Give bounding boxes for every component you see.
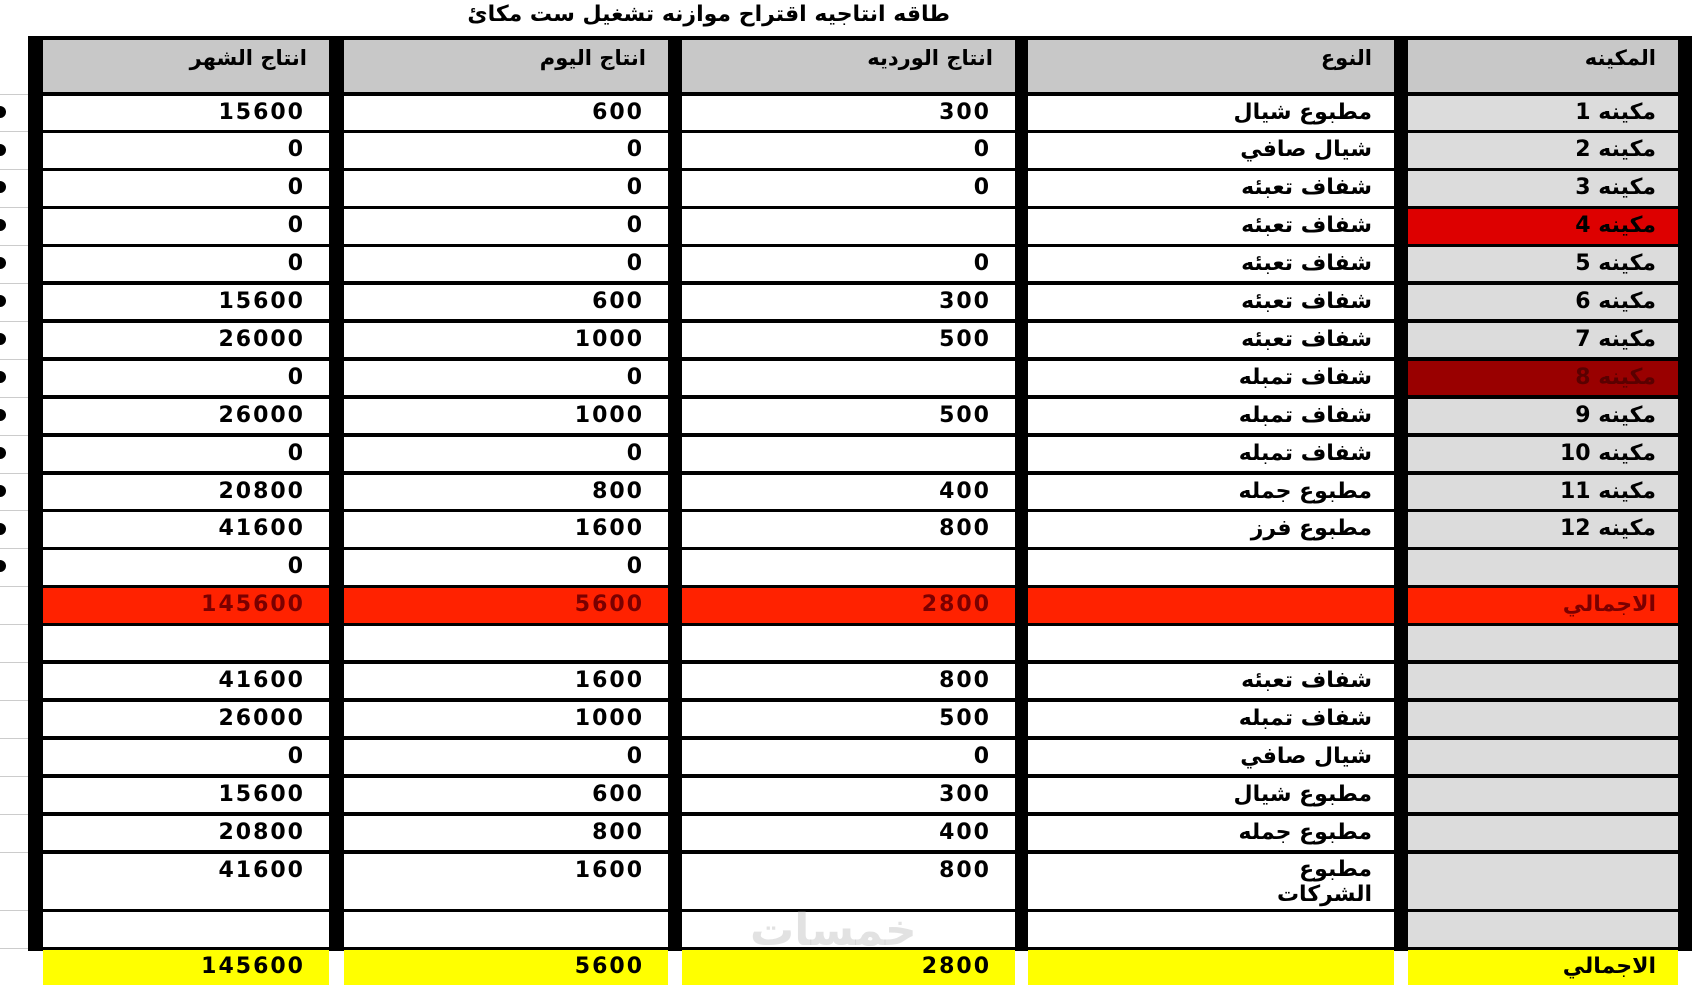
type-cell: مطبوع فرز xyxy=(1028,512,1394,546)
type-cell: شفاف تعبئه xyxy=(1028,209,1394,243)
month-cell xyxy=(43,626,329,660)
shift-cell: 800 xyxy=(682,512,1015,546)
day-cell xyxy=(344,912,668,946)
month-cell: 26000 xyxy=(43,323,329,357)
machine-cell: مكينه 9 xyxy=(1408,399,1678,433)
left-cutoff-row xyxy=(0,359,28,394)
left-cutoff-row xyxy=(0,283,28,318)
day-cell: 600 xyxy=(344,96,668,130)
left-cutoff-row xyxy=(0,624,28,659)
type-cell: شفاف تعبئه xyxy=(1028,171,1394,205)
month-cell: 0 xyxy=(43,209,329,243)
shift-cell: 300 xyxy=(682,285,1015,319)
watermark: خمسات xyxy=(750,905,917,956)
machine-cell xyxy=(1408,816,1678,850)
machine-cell xyxy=(1408,778,1678,812)
machine-cell xyxy=(1408,626,1678,660)
shift-cell: 800 xyxy=(682,854,1015,909)
day-cell: 600 xyxy=(344,285,668,319)
day-cell: 1600 xyxy=(344,512,668,546)
cutoff-glyph xyxy=(0,219,6,231)
day-cell: 1600 xyxy=(344,854,668,909)
month-cell: 145600 xyxy=(43,950,329,984)
shift-cell xyxy=(682,437,1015,471)
left-cutoff-row xyxy=(0,852,28,908)
shift-cell xyxy=(682,550,1015,584)
machine-cell: مكينه 8 xyxy=(1408,361,1678,395)
cutoff-glyph xyxy=(0,409,6,421)
month-cell xyxy=(43,912,329,946)
cutoff-glyph xyxy=(0,333,6,345)
left-cutoff-row xyxy=(0,94,28,129)
machine-cell xyxy=(1408,912,1678,946)
day-cell: 0 xyxy=(344,209,668,243)
day-cell: 1600 xyxy=(344,664,668,698)
left-cutoff-row xyxy=(0,948,28,983)
left-cutoff-row xyxy=(0,131,28,166)
day-cell xyxy=(344,626,668,660)
type-cell xyxy=(1028,912,1394,946)
cutoff-glyph xyxy=(0,144,6,156)
shift-cell: 500 xyxy=(682,702,1015,736)
shift-cell xyxy=(682,209,1015,243)
type-cell xyxy=(1028,588,1394,622)
machine-cell: الاجمالي xyxy=(1408,950,1678,984)
shift-cell: 2800 xyxy=(682,950,1015,984)
left-cutoff-row xyxy=(0,397,28,432)
left-cutoff-row xyxy=(0,510,28,545)
machine-cell: مكينه 1 xyxy=(1408,96,1678,130)
month-cell: 0 xyxy=(43,171,329,205)
type-cell: مطبوع جمله xyxy=(1028,816,1394,850)
left-cutoff-row xyxy=(0,169,28,204)
shift-cell: 500 xyxy=(682,399,1015,433)
shift-cell xyxy=(682,912,1015,946)
month-cell: 41600 xyxy=(43,854,329,909)
machine-cell: مكينه 5 xyxy=(1408,247,1678,281)
shift-cell: 2800 xyxy=(682,588,1015,622)
month-cell: 0 xyxy=(43,437,329,471)
month-cell: 20800 xyxy=(43,475,329,509)
type-cell xyxy=(1028,950,1394,984)
day-cell: 1000 xyxy=(344,323,668,357)
day-cell: 0 xyxy=(344,133,668,167)
machine-cell: مكينه 11 xyxy=(1408,475,1678,509)
day-cell: 600 xyxy=(344,778,668,812)
day-cell: 0 xyxy=(344,247,668,281)
cutoff-glyph xyxy=(0,447,6,459)
left-cutoff-row xyxy=(0,548,28,583)
left-cutoff-row xyxy=(0,910,28,945)
cutoff-glyph xyxy=(0,371,6,383)
day-cell: 800 xyxy=(344,816,668,850)
shift-cell: 500 xyxy=(682,323,1015,357)
month-cell: 26000 xyxy=(43,399,329,433)
header-type: النوع xyxy=(1028,40,1394,92)
type-cell xyxy=(1028,626,1394,660)
left-cutoff-row xyxy=(0,435,28,470)
type-cell: مطبوع الشركات xyxy=(1028,854,1394,909)
machine-cell: مكينه 2 xyxy=(1408,133,1678,167)
shift-cell: 0 xyxy=(682,133,1015,167)
month-cell: 0 xyxy=(43,361,329,395)
left-cutoff-column xyxy=(0,36,28,951)
type-cell: مطبوع جمله xyxy=(1028,475,1394,509)
machine-cell: مكينه 7 xyxy=(1408,323,1678,357)
month-cell: 26000 xyxy=(43,702,329,736)
type-cell: مطبوع شيال xyxy=(1028,778,1394,812)
day-cell: 1000 xyxy=(344,399,668,433)
machine-cell xyxy=(1408,550,1678,584)
shift-cell: 400 xyxy=(682,475,1015,509)
shift-cell: 400 xyxy=(682,816,1015,850)
type-cell: شيال صافي xyxy=(1028,133,1394,167)
day-cell: 0 xyxy=(344,437,668,471)
left-cutoff-row xyxy=(0,776,28,811)
header-machine: المكينه xyxy=(1408,40,1678,92)
month-cell: 15600 xyxy=(43,778,329,812)
month-cell: 41600 xyxy=(43,664,329,698)
type-cell: شفاف تمبله xyxy=(1028,702,1394,736)
type-cell: شفاف تعبئه xyxy=(1028,323,1394,357)
production-capacity-table xyxy=(28,36,1692,980)
type-cell xyxy=(1028,550,1394,584)
sheet-title: طاقه انتاجيه اقتراح موازنه تشغيل ست مكائ xyxy=(467,2,950,27)
shift-cell: 300 xyxy=(682,778,1015,812)
type-cell: مطبوع شيال xyxy=(1028,96,1394,130)
cutoff-glyph xyxy=(0,257,6,269)
left-cutoff-row xyxy=(0,207,28,242)
shift-cell: 800 xyxy=(682,664,1015,698)
machine-cell xyxy=(1408,854,1678,909)
shift-cell: 0 xyxy=(682,247,1015,281)
month-cell: 0 xyxy=(43,133,329,167)
cutoff-glyph xyxy=(0,523,6,535)
type-cell: شفاف تمبله xyxy=(1028,399,1394,433)
type-cell: شفاف تمبله xyxy=(1028,437,1394,471)
left-cutoff-row xyxy=(0,700,28,735)
machine-cell: مكينه 6 xyxy=(1408,285,1678,319)
cutoff-glyph xyxy=(0,181,6,193)
left-cutoff-row xyxy=(0,321,28,356)
month-cell: 0 xyxy=(43,247,329,281)
month-cell: 145600 xyxy=(43,588,329,622)
cutoff-glyph xyxy=(0,106,6,118)
cutoff-glyph xyxy=(0,295,6,307)
cutoff-glyph xyxy=(0,560,6,572)
month-cell: 20800 xyxy=(43,816,329,850)
left-cutoff-row xyxy=(0,586,28,621)
header-day: انتاج اليوم xyxy=(344,40,668,92)
month-cell: 15600 xyxy=(43,96,329,130)
machine-cell: مكينه 10 xyxy=(1408,437,1678,471)
machine-cell xyxy=(1408,740,1678,774)
machine-cell xyxy=(1408,702,1678,736)
day-cell: 800 xyxy=(344,475,668,509)
machine-cell: الاجمالي xyxy=(1408,588,1678,622)
header-shift: انتاج الورديه xyxy=(682,40,1015,92)
machine-cell: مكينه 3 xyxy=(1408,171,1678,205)
type-cell: شفاف تعبئه xyxy=(1028,285,1394,319)
machine-cell: مكينه 12 xyxy=(1408,512,1678,546)
type-cell: شفاف تمبله xyxy=(1028,361,1394,395)
day-cell: 5600 xyxy=(344,588,668,622)
month-cell: 0 xyxy=(43,740,329,774)
day-cell: 0 xyxy=(344,550,668,584)
left-cutoff-row xyxy=(0,473,28,508)
shift-cell: 0 xyxy=(682,171,1015,205)
type-cell: شفاف تعبئه xyxy=(1028,664,1394,698)
type-cell: شفاف تعبئه xyxy=(1028,247,1394,281)
day-cell: 0 xyxy=(344,361,668,395)
machine-cell: مكينه 4 xyxy=(1408,209,1678,243)
month-cell: 15600 xyxy=(43,285,329,319)
shift-cell: 300 xyxy=(682,96,1015,130)
cutoff-glyph xyxy=(0,485,6,497)
shift-cell xyxy=(682,626,1015,660)
machine-cell xyxy=(1408,664,1678,698)
type-cell: شيال صافي xyxy=(1028,740,1394,774)
left-cutoff-row xyxy=(0,814,28,849)
left-cutoff-row xyxy=(0,245,28,280)
header-month: انتاج الشهر xyxy=(43,40,329,92)
left-cutoff-row xyxy=(0,738,28,773)
left-cutoff-row xyxy=(0,662,28,697)
day-cell: 1000 xyxy=(344,702,668,736)
day-cell: 5600 xyxy=(344,950,668,984)
day-cell: 0 xyxy=(344,740,668,774)
shift-cell: 0 xyxy=(682,740,1015,774)
shift-cell xyxy=(682,361,1015,395)
month-cell: 41600 xyxy=(43,512,329,546)
day-cell: 0 xyxy=(344,171,668,205)
month-cell: 0 xyxy=(43,550,329,584)
